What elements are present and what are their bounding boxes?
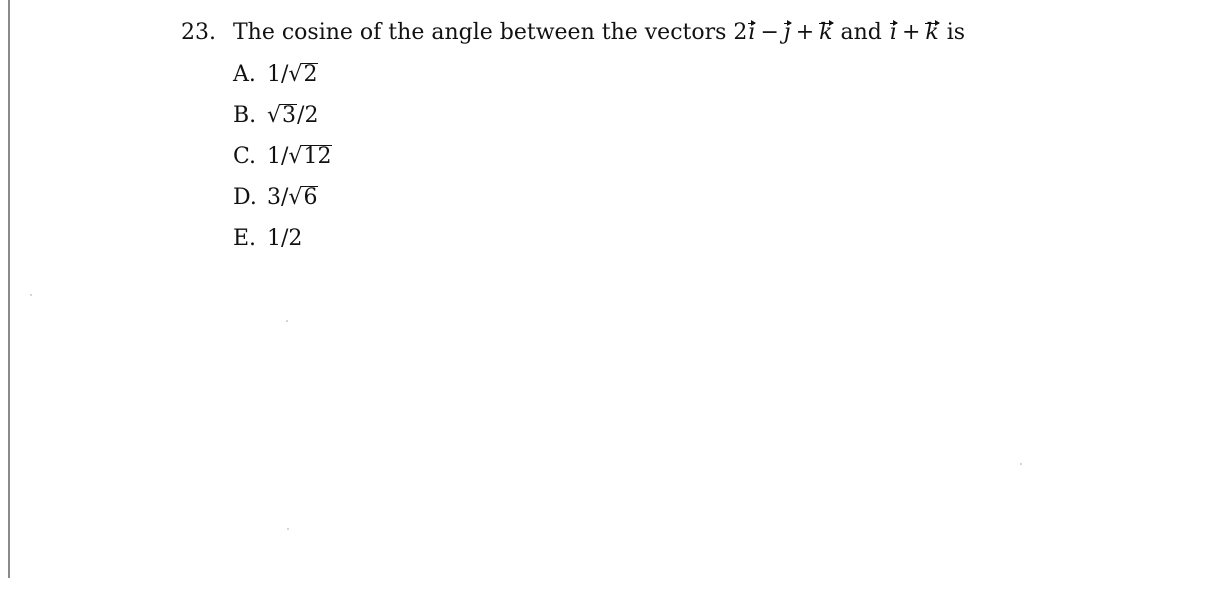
radicand: 6 (303, 185, 318, 210)
radicand: 2 (303, 62, 318, 87)
sqrt-symbol: √ (288, 62, 303, 87)
option-prefix: 1/ (267, 62, 289, 87)
scan-speck (30, 294, 32, 296)
scan-edge-line (8, 0, 10, 578)
option-letter: A. (233, 62, 256, 87)
option-d[interactable] (233, 183, 332, 213)
vector1-coefficient: 2 (733, 20, 748, 45)
scan-speck (1020, 463, 1022, 465)
square-root (288, 142, 332, 172)
option-prefix: 1/ (267, 144, 289, 169)
option-c[interactable] (233, 142, 332, 172)
option-prefix: 3/ (267, 185, 289, 210)
question-suffix: is (946, 20, 966, 45)
question-prefix: The cosine of the angle between the vectors (233, 20, 727, 45)
question-23 (181, 18, 965, 48)
conjunction: and (840, 20, 882, 45)
square-root (288, 183, 318, 213)
sqrt-symbol: √ (288, 144, 303, 169)
option-b[interactable] (233, 101, 332, 131)
question-number: 23. (181, 20, 216, 45)
plus-operator: + (901, 20, 921, 45)
option-value: 1/2 (267, 226, 303, 251)
radicand: 12 (303, 144, 332, 169)
minus-operator: − (760, 20, 779, 45)
option-letter: B. (233, 103, 257, 128)
square-root (288, 60, 318, 90)
option-letter: C. (233, 144, 257, 169)
option-e[interactable] (233, 224, 332, 254)
plus-operator: + (795, 20, 815, 45)
radicand: 3 (282, 103, 297, 128)
unit-vector-j: j (783, 18, 792, 48)
scan-speck (286, 320, 288, 322)
unit-vector-k: k (924, 18, 939, 48)
unit-vector-i: i (747, 18, 756, 48)
option-suffix: /2 (297, 103, 319, 128)
option-letter: E. (233, 226, 257, 251)
unit-vector-i: i (889, 18, 898, 48)
option-letter: D. (233, 185, 257, 210)
answer-options (233, 60, 332, 265)
option-a[interactable] (233, 60, 332, 90)
scan-speck (287, 528, 289, 530)
sqrt-symbol: √ (267, 103, 282, 128)
vector-expression-2 (889, 20, 947, 45)
sqrt-symbol: √ (288, 185, 303, 210)
square-root (267, 101, 297, 131)
vector-expression-1 (733, 20, 840, 45)
unit-vector-k: k (818, 18, 833, 48)
